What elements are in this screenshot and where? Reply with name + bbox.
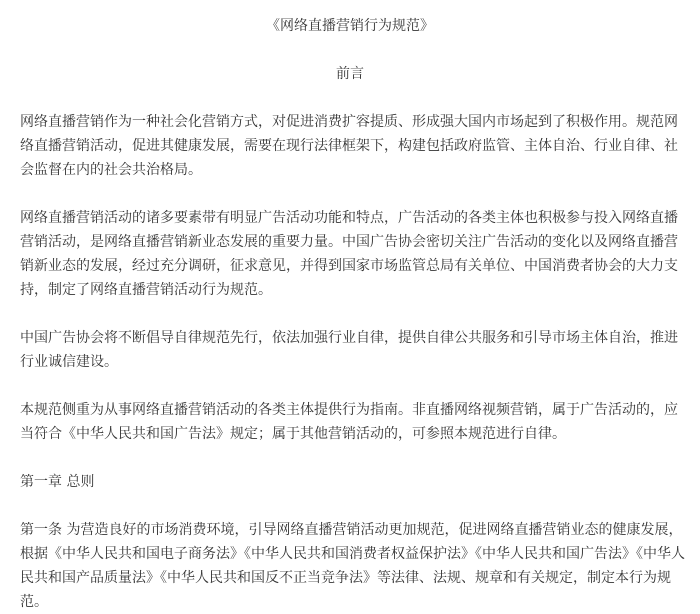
paragraph: 网络直播营销作为一种社会化营销方式，对促进消费扩容提质、形成强大国内市场起到了积极作用。规范网络直播营销活动，促进其健康发展，需要在现行法律框架下，构建包括政府监管、主体自治、行业自律、社会监督在内的社会共治格局。: [20, 114, 678, 178]
paragraph: 中国广告协会将不断倡导自律规范先行，依法加强行业自律，提供自律公共服务和引导市场主体自治，推进行业诚信建设。: [20, 330, 678, 370]
document-title: 《网络直播营销行为规范》: [266, 18, 434, 34]
paragraph: 网络直播营销活动的诸多要素带有明显广告活动功能和特点，广告活动的各类主体也积极参与投入网络直播营销活动，是网络直播营销新业态发展的重要力量。中国广告协会密切关注广告活动的变化以及网络直播营销新业态的发展，经过充分调研，征求意见，并得到国家市场监管总局有关单位、中国消费者协会的大力支持，制定了网络直播营销活动行为规范。: [20, 210, 678, 298]
chapter-heading: 第一章 总则: [20, 474, 95, 490]
preface-heading: 前言: [336, 66, 364, 82]
article-paragraph: 第一条 为营造良好的市场消费环境，引导网络直播营销活动更加规范，促进网络直播营销业态的健康发展，根据《中华人民共和国电子商务法》《中华人民共和国消费者权益保护法》《中华人民共和国广告法》《中华人民共和国产品质量法》《中华人民共和国反不正当竞争法》等法律、法规、规章和有关规定，制定本行为规范。: [20, 522, 685, 610]
paragraph: 本规范侧重为从事网络直播营销活动的各类主体提供行为指南。非直播网络视频营销，属于广告活动的，应当符合《中华人民共和国广告法》规定；属于其他营销活动的，可参照本规范进行自律。: [20, 402, 678, 442]
